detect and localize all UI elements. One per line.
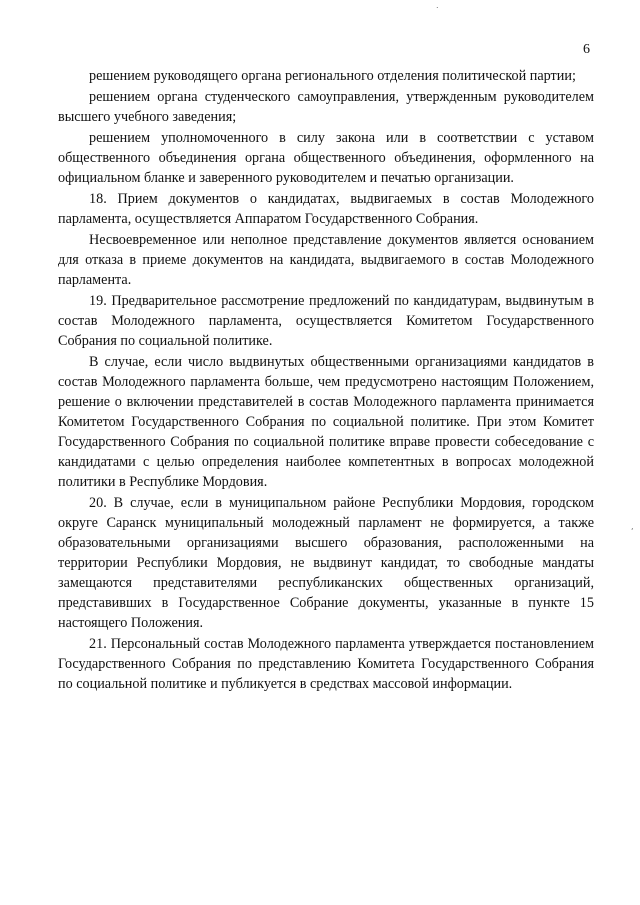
- paragraph-clause-19: 19. Предварительное рассмотрение предложений по кандидатурам, выдвинутым в состав Молодежного парламента, осуществляется Комитетом Государственного Собрания по социальной политике.: [58, 293, 594, 349]
- paragraph-clause-20: 20. В случае, если в муниципальном районе Республики Мордовия, городском округе Саранск муниципальный молодежный парламент не формируется, а также образовательными организациями высшего образования, расположенными на территории Республики Мордовия, не выдвинут кандидат, то свободные мандаты замещаются представителями республиканских общественных организаций, представивших в Государственное Собрание документы, указанные в пункте 15 настоящего Положения.: [58, 495, 594, 631]
- paragraph-list-item: решением уполномоченного в силу закона или в соответствии с уставом общественного объединения органа общественного объединения, оформленного на официальном бланке и заверенного руководителем и печатью организации.: [58, 130, 594, 186]
- paragraph: Несвоевременное или неполное представление документов является основанием для отказа в приеме документов на кандидата, выдвигаемого в состав Молодежного парламента.: [58, 232, 594, 288]
- paragraph-clause-18: 18. Прием документов о кандидатах, выдвигаемых в состав Молодежного парламента, осуществляется Аппаратом Государственного Собрания.: [58, 191, 594, 227]
- scan-mark: .: [436, 1, 439, 10]
- paragraph-list-item: решением руководящего органа регионального отделения политической партии;: [89, 68, 576, 84]
- page-number: 6: [583, 42, 590, 57]
- paragraph: В случае, если число выдвинутых общественными организациями кандидатов в состав Молодежного парламента больше, чем предусмотрено настоящим Положением, решение о включении представителей в состав Молодежного парламента принимается Комитетом Государственного Собрания по социальной политике. При этом Комитет Государственного Собрания по социальной политике вправе провести собеседование с кандидатами с целью определения наиболее компетентных в вопросах молодежной политики в Республике Мордовия.: [58, 354, 594, 490]
- scan-mark: ,: [631, 522, 634, 531]
- paragraph-list-item: решением органа студенческого самоуправления, утвержденным руководителем высшего учебного заведения;: [58, 89, 594, 125]
- document-body: [58, 66, 594, 695]
- paragraph-clause-21: 21. Персональный состав Молодежного парламента утверждается постановлением Государственного Собрания по представлению Комитета Государственного Собрания по социальной политике и публикуется в средствах массовой информации.: [58, 636, 594, 692]
